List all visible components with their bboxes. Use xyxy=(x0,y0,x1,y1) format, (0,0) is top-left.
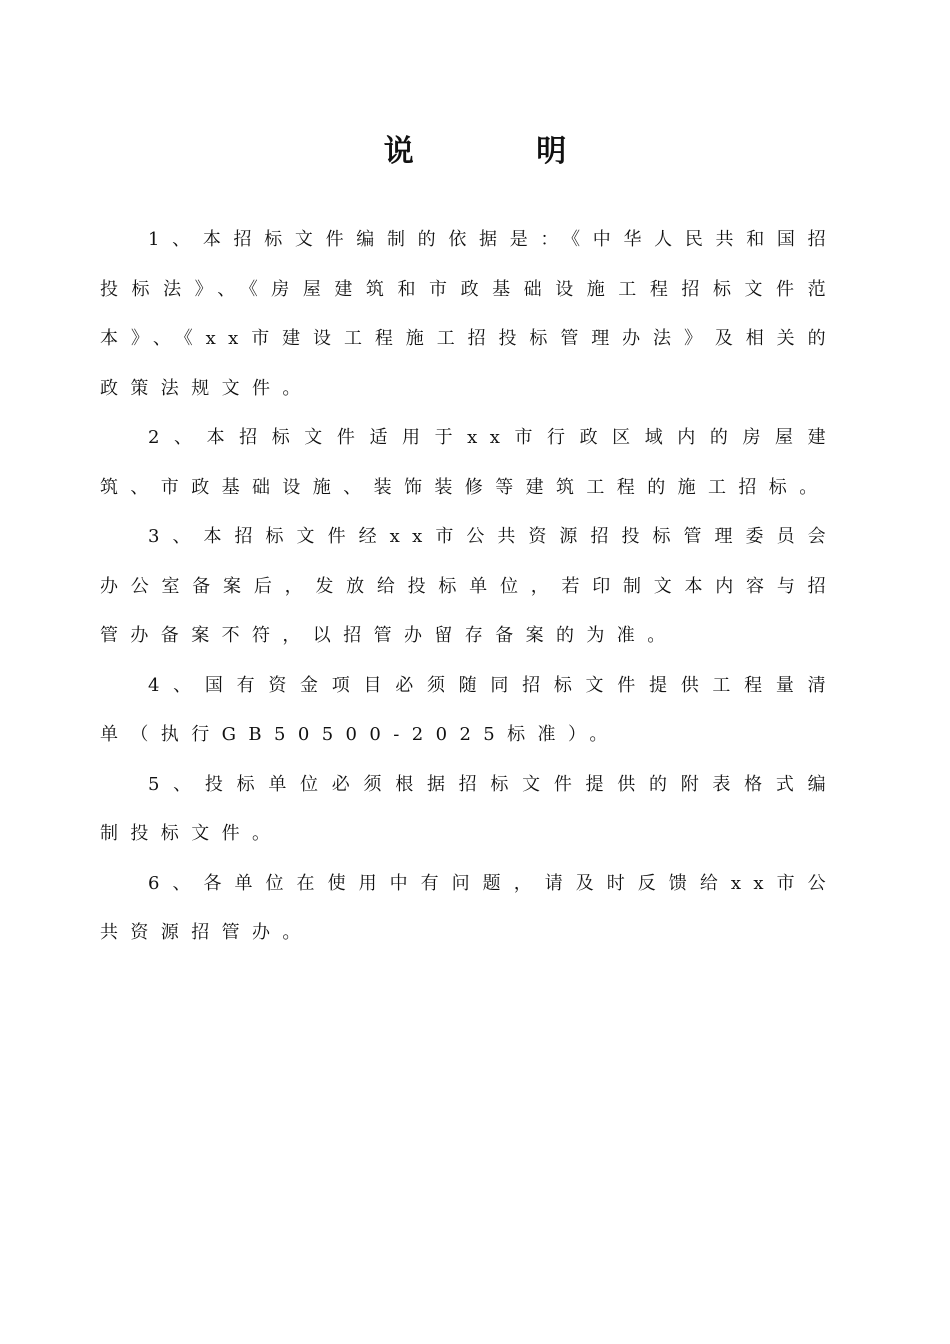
document-title: 说 明 xyxy=(383,134,623,169)
paragraph-4: 4、国有资金项目必须随同招标文件提供工程量清单（执行GB50500-2025标准）。 xyxy=(100,674,838,745)
paragraph-6: 6、各单位在使用中有问题，请及时反馈给xx市公共资源招管办。 xyxy=(100,872,838,943)
paragraph-2: 2、本招标文件适用于xx市行政区域内的房屋建筑、市政基础设施、装饰装修等建筑工程的施工招标。 xyxy=(100,427,838,498)
paragraph-1: 1、本招标文件编制的依据是：《中华人民共和国招投标法》、《房屋建筑和市政基础设施工程招标文件范本》、《xx市建设工程施工招投标管理办法》及相关的政策法规文件。 xyxy=(100,229,838,399)
paragraph-5: 5、投标单位必须根据招标文件提供的附表格式编制投标文件。 xyxy=(100,773,838,844)
document-body xyxy=(100,215,838,958)
paragraph-3: 3、本招标文件经xx市公共资源招投标管理委员会办公室备案后，发放给投标单位，若印制文本内容与招管办备案不符，以招管办留存备案的为准。 xyxy=(100,526,838,646)
